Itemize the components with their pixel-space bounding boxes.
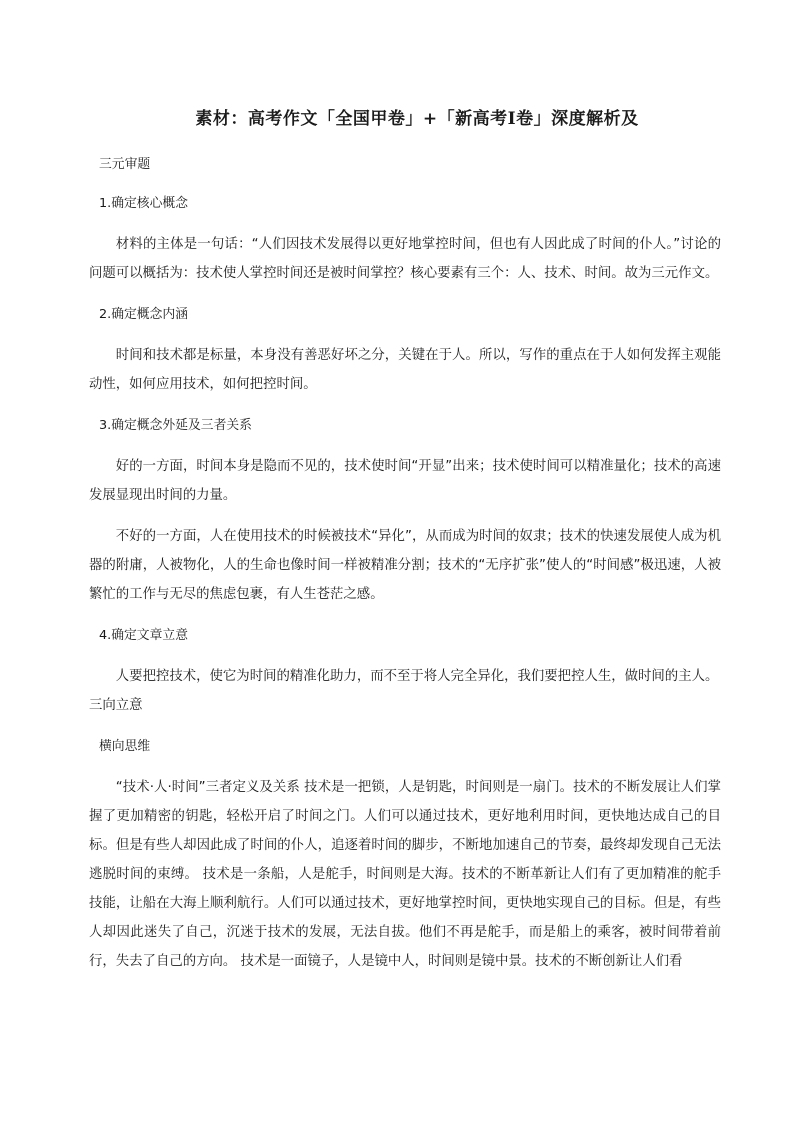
document-body	[89, 150, 721, 976]
section-heading-intro: 三元审题	[99, 157, 151, 172]
paragraph-article-theme: 人要把控技术，使它为时间的精准化助力，而不至于将人完全异化，我们要把控人生，做时间的主人。	[115, 669, 719, 684]
paragraph-negative-side: 不好的一方面，人在使用技术的时候被技术“异化”，从而成为时间的奴隶；技术的快速发展使人成为机器的附庸，人被物化，人的生命也像时间一样被精准分割；技术的“无序扩张”使人的“时间感”极迅速，人被繁忙的工作与无尽的焦虑包裹，有人生苍茫之感。	[89, 529, 721, 602]
subheading-horizontal-thinking: 横向思维	[99, 739, 151, 754]
subheading-concept-extension: 3.确定概念外延及三者关系	[99, 418, 252, 433]
paragraph-positive-side: 好的一方面，时间本身是隐而不见的，技术使时间“开显”出来；技术使时间可以精准量化；技术的高速发展显现出时间的力量。	[89, 459, 721, 503]
paragraph-core-concept: 材料的主体是一句话：“人们因技术发展得以更好地掌控时间，但也有人因此成了时间的仆人。”讨论的问题可以概括为：技术使人掌控时间还是被时间掌控？核心要素有三个：人、技术、时间。故为三元作文。	[89, 237, 721, 281]
document-title: 素材：高考作文「全国甲卷」+「新高考Ⅰ卷」深度解析及	[195, 109, 639, 129]
subheading-article-theme: 4.确定文章立意	[99, 628, 188, 643]
section-heading-three-directions: 三向立意	[89, 698, 143, 713]
paragraph-concept-connotation: 时间和技术都是标量，本身没有善恶好坏之分，关键在于人。所以，写作的重点在于人如何发挥主观能动性，如何应用技术，如何把控时间。	[89, 348, 721, 392]
paragraph-horizontal-thinking: “技术·人·时间”三者定义及关系 技术是一把锁，人是钥匙，时间则是一扇门。技术的不断发展让人们掌握了更加精密的钥匙，轻松开启了时间之门。人们可以通过技术，更好地利用时间，更快地达成自己的目标。但是有些人却因此成了时间的仆人，追逐着时间的脚步，不断地加速自己的节奏，最终却发现自己无法逃脱时间的束缚。 技术是一条船，人是舵手，时间则是大海。技术的不断革新让人们有了更加精准的舵手技能，让船在大海上顺利航行。人们可以通过技术，更好地掌控时间，更快地实现自己的目标。但是，有些人却因此迷失了自己，沉迷于技术的发展，无法自拔。他们不再是舵手，而是船上的乘客，被时间带着前行，失去了自己的方向。 技术是一面镜子，人是镜中人，时间则是镜中景。技术的不断创新让人们看	[89, 780, 721, 969]
subheading-core-concept: 1.确定核心概念	[99, 196, 188, 211]
subheading-concept-connotation: 2.确定概念内涵	[99, 307, 188, 322]
